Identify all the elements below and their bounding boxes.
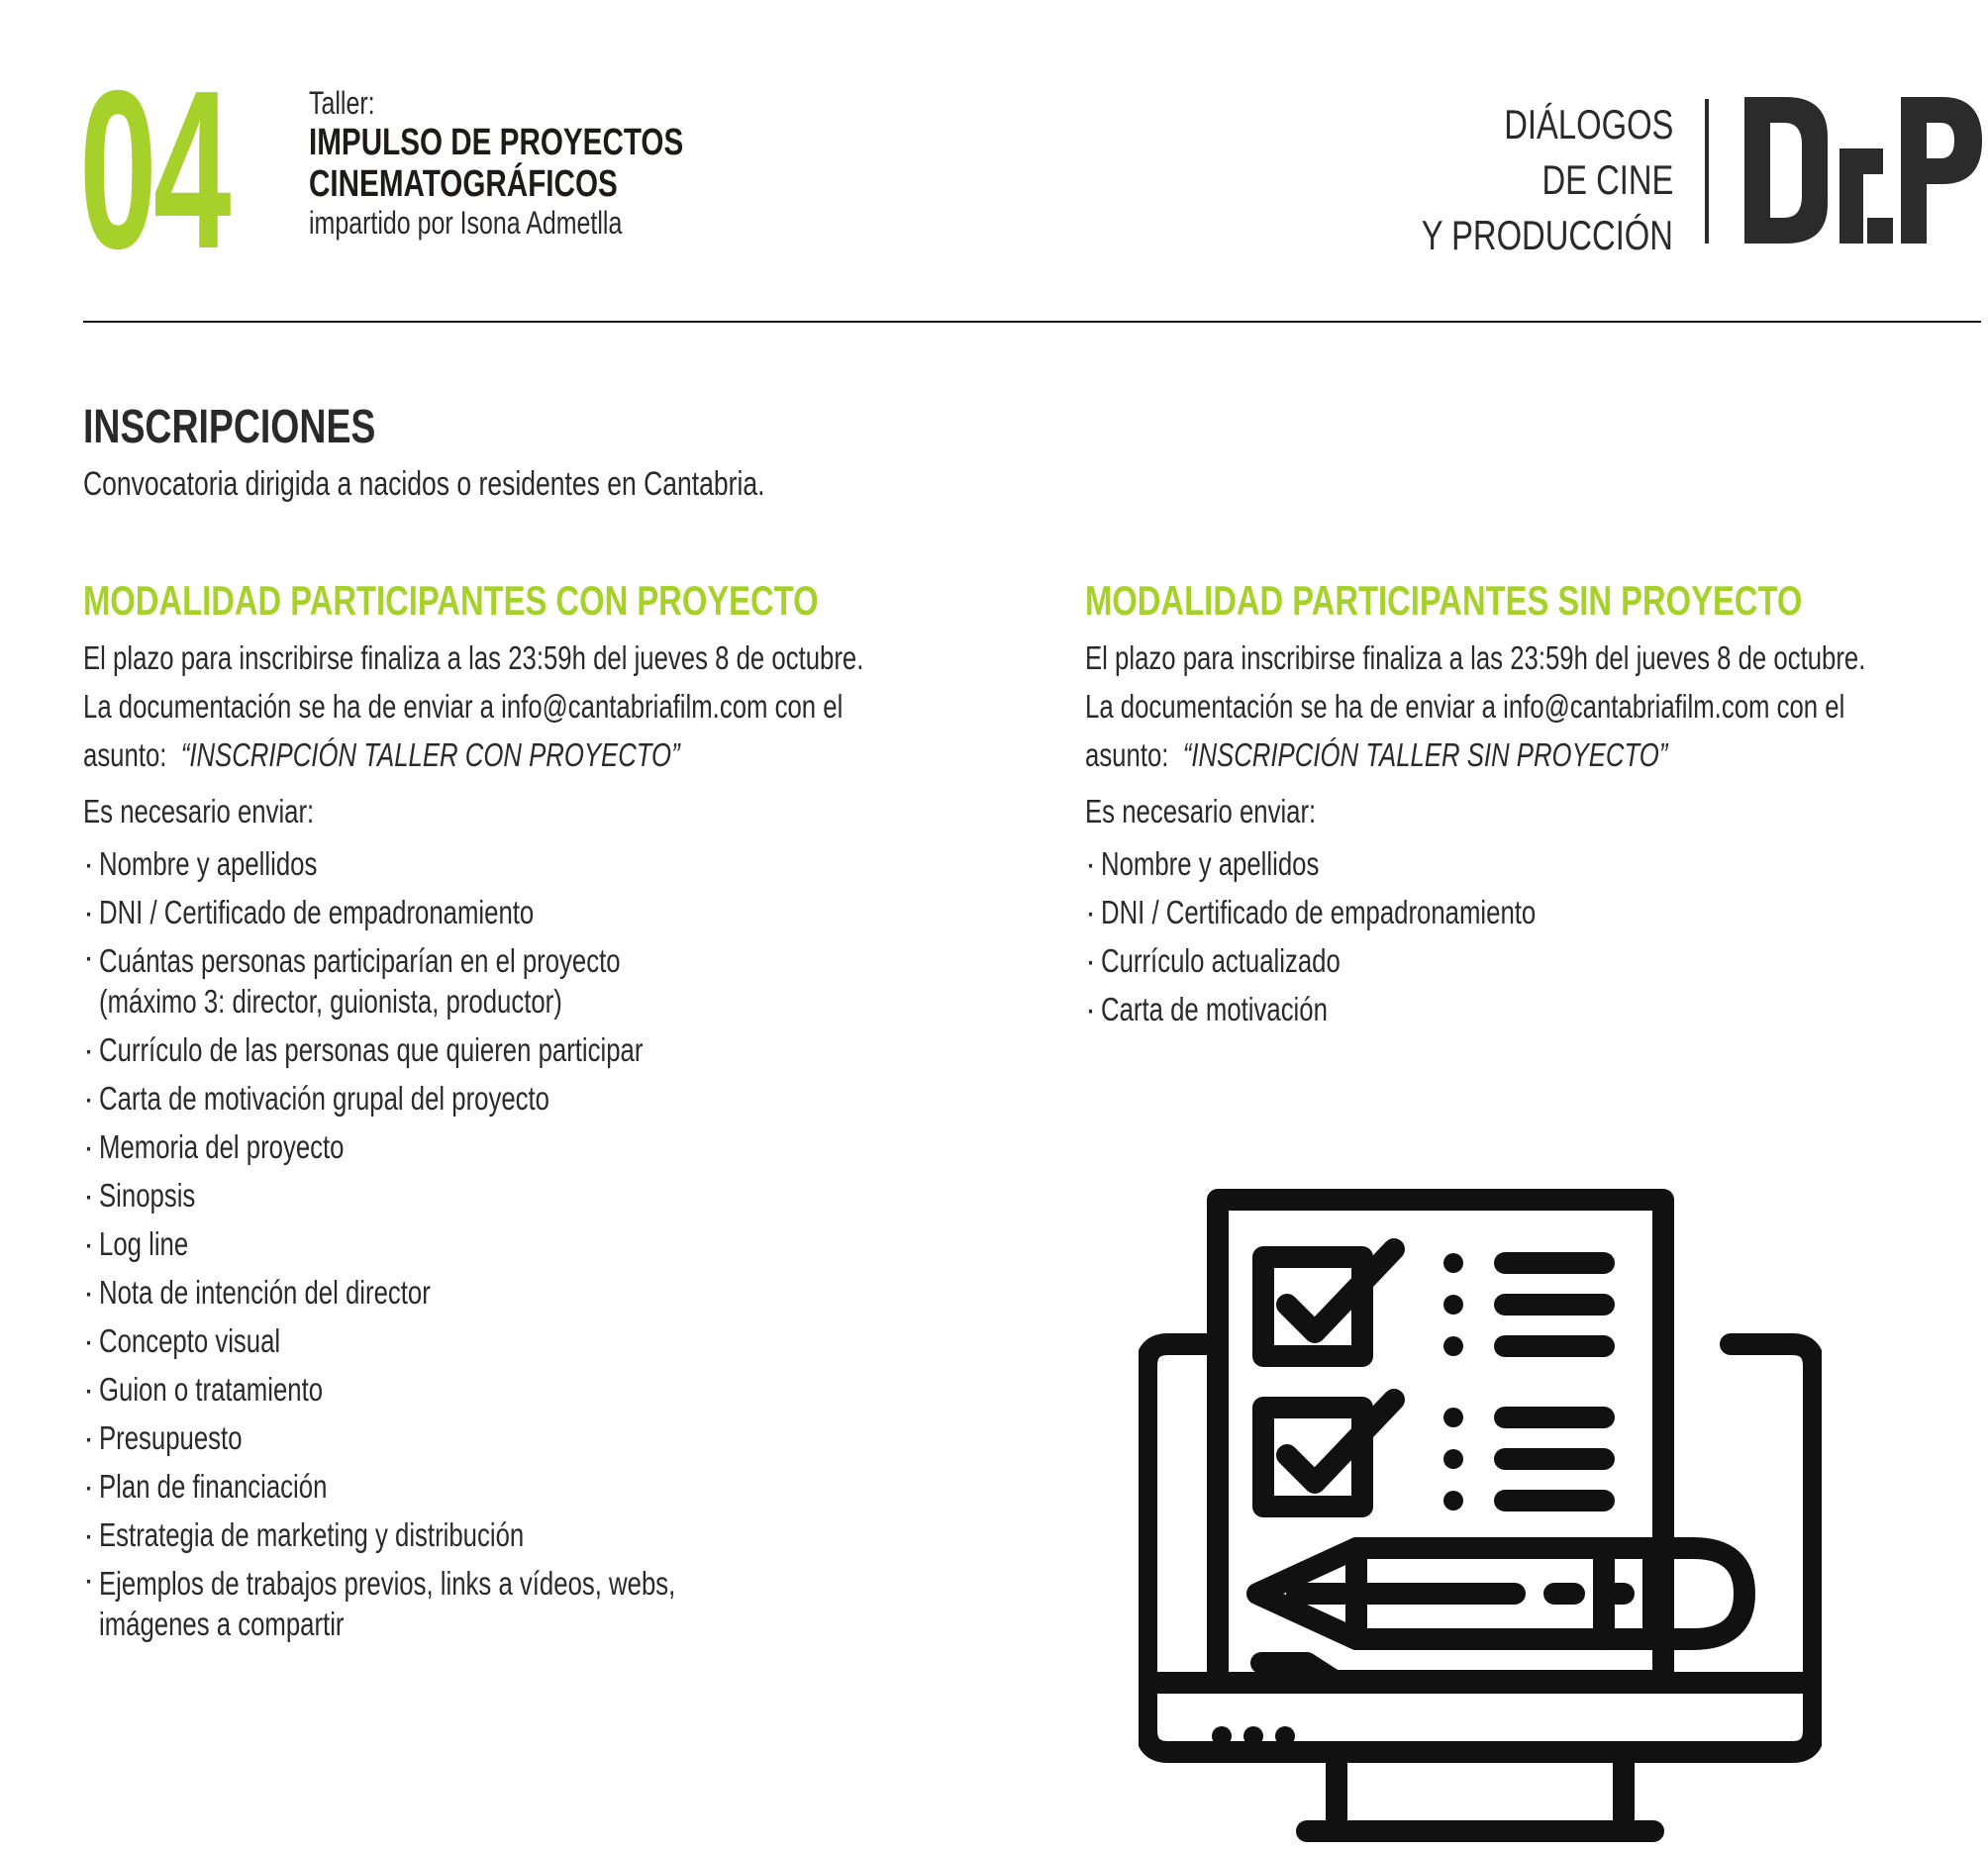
brand-line-3: Y PRODUCCIÓN <box>1421 212 1673 258</box>
list-item: · Cuántas personas participarían en el proyecto (máximo 3: director, guionista, productor) <box>83 936 1034 1025</box>
header-divider <box>83 321 1981 323</box>
requirements-list <box>1085 839 1988 1033</box>
workshop-title-line1: IMPULSO DE PROYECTOS <box>309 122 684 163</box>
list-item: · Guion o tratamiento <box>83 1365 1034 1413</box>
requirements-intro: Es necesario enviar: <box>1085 793 1317 829</box>
send-instructions: La documentación se ha de enviar a info@cantabriafilm.com con el <box>83 688 844 725</box>
brand-line-2: DE CINE <box>1541 156 1673 203</box>
workshop-kicker: Taller: <box>309 85 375 121</box>
list-item: · DNI / Certificado de empadronamiento <box>1085 888 1988 936</box>
list-item: · Currículo de las personas que quieren participar <box>83 1025 1034 1074</box>
list-item: · Carta de motivación grupal del proyecto <box>83 1074 1034 1122</box>
workshop-number: 04 <box>79 45 228 296</box>
dcp-logo <box>1744 97 1982 245</box>
requirements-list <box>83 839 1034 1648</box>
requirements-intro: Es necesario enviar: <box>83 793 315 829</box>
brand-line-1: DIÁLOGOS <box>1503 101 1673 147</box>
workshop-byline: impartido por Isona Admetlla <box>309 205 623 241</box>
list-item: · Currículo actualizado <box>1085 936 1988 985</box>
list-item: · Memoria del proyecto <box>83 1122 1034 1171</box>
list-item: · Estrategia de marketing y distribución <box>83 1511 1034 1559</box>
subject-label: asunto: <box>83 736 167 773</box>
workshop-title-block <box>309 85 789 242</box>
send-instructions: La documentación se ha de enviar a info@cantabriafilm.com con el <box>1085 688 1845 725</box>
brand-name <box>1350 97 1673 263</box>
list-item: · Plan de financiación <box>83 1462 1034 1511</box>
list-item: · Sinopsis <box>83 1171 1034 1219</box>
list-item: · Log line <box>83 1219 1034 1268</box>
section-title: INSCRIPCIONES <box>83 401 376 453</box>
subject-label: asunto: <box>1085 736 1169 773</box>
deadline-text: El plazo para inscribirse finaliza a las 23:59h del jueves 8 de octubre. <box>83 639 864 676</box>
modality-with-project <box>83 576 1034 1648</box>
modality-without-project <box>1085 576 1988 1033</box>
list-item: · Nombre y apellidos <box>1085 839 1988 888</box>
list-item: · DNI / Certificado de empadronamiento <box>83 888 1034 936</box>
brand-divider <box>1705 99 1709 244</box>
list-item: · Carta de motivación <box>1085 985 1988 1033</box>
list-item: · Concepto visual <box>83 1316 1034 1365</box>
modality-heading: MODALIDAD PARTICIPANTES CON PROYECTO <box>83 577 819 624</box>
section-subtitle: Convocatoria dirigida a nacidos o residentes en Cantabria. <box>83 465 765 503</box>
deadline-text: El plazo para inscribirse finaliza a las 23:59h del jueves 8 de octubre. <box>1085 639 1866 676</box>
email-subject: “INSCRIPCIÓN TALLER SIN PROYECTO” <box>1182 736 1668 773</box>
checklist-computer-icon <box>1139 1188 1822 1852</box>
list-item: · Nombre y apellidos <box>83 839 1034 888</box>
list-item: · Nota de intención del director <box>83 1268 1034 1316</box>
modality-heading: MODALIDAD PARTICIPANTES SIN PROYECTO <box>1085 577 1803 624</box>
workshop-title-line2: CINEMATOGRÁFICOS <box>309 163 618 205</box>
list-item: · Ejemplos de trabajos previos, links a vídeos, webs, imágenes a compartir <box>83 1559 1034 1648</box>
email-subject: “INSCRIPCIÓN TALLER CON PROYECTO” <box>180 736 680 773</box>
list-item: · Presupuesto <box>83 1413 1034 1462</box>
